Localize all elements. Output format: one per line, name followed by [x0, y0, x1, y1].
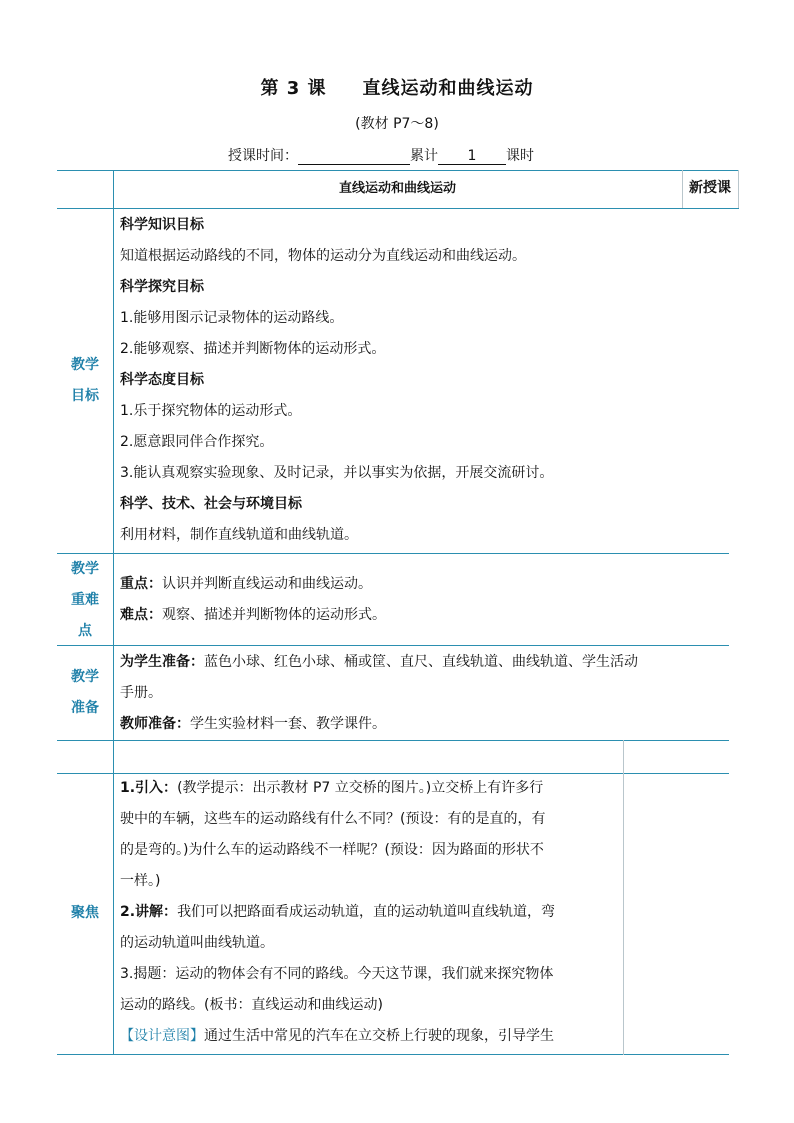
topic-cell: 直线运动和曲线运动: [338, 181, 456, 196]
notes-column-border: [623, 740, 624, 1055]
table-bottom-border: [57, 1054, 729, 1055]
teacher-prep-label: 教师准备：: [120, 716, 190, 732]
focus-line: 一样。): [120, 873, 161, 889]
design-intent-line: 【设计意图】通过生活中常见的汽车在立交桥上行驶的现象，引导学生: [120, 1028, 554, 1044]
goal-heading: 科学探究目标: [120, 279, 204, 295]
focus-line: 3.揭题：运动的物体会有不同的路线。今天这节课，我们就来探究物体: [120, 966, 554, 982]
time-label: 授课时间：: [228, 148, 298, 164]
goal-heading: 科学、技术、社会与环境目标: [120, 496, 302, 512]
goal-item: 3.能认真观察实验现象、及时记录，并以事实为依据，开展交流研讨。: [120, 465, 554, 481]
goals-label: 教学 目标: [71, 357, 99, 404]
focus-content: [120, 773, 620, 1052]
goal-item: 2.能够观察、描述并判断物体的运动形式。: [120, 341, 386, 357]
lesson-number: 第 3 课: [260, 78, 327, 99]
table-top-border: [57, 170, 739, 171]
goal-item: 知道根据运动路线的不同，物体的运动分为直线运动和曲线运动。: [120, 248, 526, 264]
table-right-border: [738, 170, 739, 208]
focus-line: 1.引入：(教学提示：出示教材 P7 立交桥的图片。)立交桥上有许多行: [120, 780, 544, 796]
focus-line: 的是弯的。)为什么车的运动路线不一样呢？(预设：因为路面的形状不: [120, 842, 544, 858]
student-prep-text-cont: 手册。: [120, 685, 162, 701]
table-row-divider: [57, 740, 729, 741]
goal-item: 1.能够用图示记录物体的运动路线。: [120, 310, 344, 326]
focus-label: 聚焦: [71, 905, 99, 921]
goal-item: 1.乐于探究物体的运动形式。: [120, 403, 302, 419]
key-point-label: 重点：: [120, 576, 162, 592]
unit-label: 课时: [506, 148, 534, 164]
textbook-pages: (教材 P7～8): [355, 116, 439, 132]
lesson-title: [0, 74, 794, 100]
teacher-prep-text: 学生实验材料一套、教学课件。: [190, 716, 386, 732]
goal-heading: 科学知识目标: [120, 217, 204, 233]
prep-label: 教学 准备: [71, 669, 99, 716]
table-row-divider: [57, 645, 729, 646]
student-prep-text: 蓝色小球、红色小球、桶或筐、直尺、直线轨道、曲线轨道、学生活动: [204, 654, 638, 670]
key-points-label: 教学 重难 点: [71, 561, 99, 639]
goal-item: 利用材料，制作直线轨道和曲线轨道。: [120, 527, 358, 543]
table-row-divider: [57, 553, 729, 554]
focus-line: 运动的路线。(板书：直线运动和曲线运动): [120, 997, 383, 1013]
label-column-border: [113, 170, 114, 1055]
focus-line: 的运动轨道叫曲线轨道。: [120, 935, 274, 951]
class-time-line: [228, 145, 534, 165]
key-points-content: [120, 569, 386, 631]
focus-line: 驶中的车辆，这些车的运动路线有什么不同？(预设：有的是直的，有: [120, 811, 546, 827]
prep-content: [120, 647, 638, 740]
key-point-text: 认识并判断直线运动和曲线运动。: [162, 576, 372, 592]
total-label: 累计: [410, 148, 438, 164]
lesson-name: 直线运动和曲线运动: [362, 78, 534, 99]
total-value: 1: [438, 148, 506, 165]
table-row-divider: [57, 208, 739, 209]
goals-content: [120, 210, 553, 551]
student-prep-label: 为学生准备：: [120, 654, 204, 670]
goal-heading: 科学态度目标: [120, 372, 204, 388]
difficult-point-text: 观察、描述并判断物体的运动形式。: [162, 607, 386, 623]
design-intent-label: 【设计意图】: [120, 1028, 204, 1044]
lesson-type-cell: 新授课: [689, 180, 731, 196]
focus-line: 2.讲解：我们可以把路面看成运动轨道，直的运动轨道叫直线轨道，弯: [120, 904, 556, 920]
difficult-point-label: 难点：: [120, 607, 162, 623]
time-blank: [298, 148, 410, 165]
goal-item: 2.愿意跟同伴合作探究。: [120, 434, 274, 450]
